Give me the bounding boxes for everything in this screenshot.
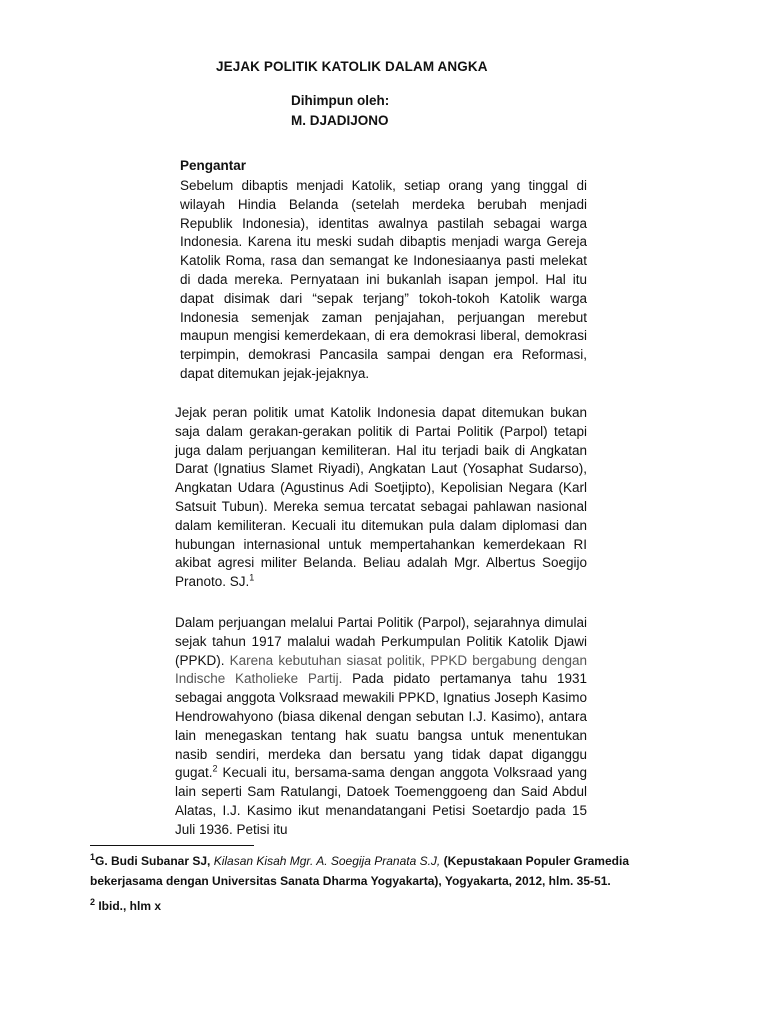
document-title: JEJAK POLITIK KATOLIK DALAM ANGKA <box>216 59 488 74</box>
footnote-ref-1[interactable]: 1 <box>249 572 255 583</box>
footnote-1-title: Kilasan Kisah Mgr. A. Soegija Pranata S.J, <box>213 854 441 868</box>
body-paragraph-3-text-d: Kecuali itu, bersama-sama dengan anggota Volksraad yang lain seperti Sam Ratulangi, Datoek Toemenggoeng dan Said Abdul Alatas, I.J. Kasimo ikut menandatangani Petisi Soetardjo pada 15 Juli 1936. Petisi itu <box>175 765 587 837</box>
author-name: M. DJADIJONO <box>291 113 389 128</box>
footnote-1 <box>90 851 650 891</box>
footnote-separator <box>90 845 254 846</box>
body-paragraph-3 <box>175 614 587 840</box>
compiled-by-label: Dihimpun oleh: <box>291 93 390 108</box>
footnote-2 <box>90 896 650 916</box>
compiler-block <box>291 91 389 131</box>
body-paragraph-3-text-b: Karena kebutuhan siasat politik, PPKD bergabung dengan Indische Katholieke Partij. <box>175 652 587 687</box>
footnote-2-text: Ibid., hlm x <box>95 899 162 913</box>
body-paragraph-3-text-c: Pada pidato pertamanya tahu 1931 sebagai anggota Volksraad mewakili PPKD, Ignatius Joseph Kasimo Hendrowahyono (biasa dikenal dengan sebutan I.J. Kasimo), antara lain menegaskan tentang hak suatu bangsa untuk menentukan nasib sendiri, merdeka dan bersatu yang tidak dapat diganggu gugat. <box>175 671 587 781</box>
footnote-ref-2[interactable]: 2 <box>212 763 218 774</box>
footnote-1-publication: (Kepustakaan Populer Gramedia bekerjasama dengan Universitas Sanata Dharma Yogyakarta), Yogyakarta, 2012, hlm. 35-51. <box>90 854 629 888</box>
footnote-1-author: G. Budi Subanar SJ, <box>95 854 214 868</box>
body-paragraph-2 <box>175 404 587 592</box>
intro-paragraph: Sebelum dibaptis menjadi Katolik, setiap orang yang tinggal di wilayah Hindia Belanda (setelah merdeka berubah menjadi Republik Indonesia), identitas awalnya pastilah sebagai warga Indonesia. Karena itu meski sudah dibaptis menjadi warga Gereja Katolik Roma, rasa dan semangat ke Indonesiaanya pasti melekat di dada mereka. Pernyataan ini bukanlah isapan jempol. Hal itu dapat disimak dari “sepak terjang” tokoh-tokoh Katolik warga Indonesia semenjak zaman penjajahan, perjuangan merebut maupun mengisi kemerdekaan, di era demokrasi liberal, demokrasi terpimpin, demokrasi Pancasila sampai dengan era Reformasi, dapat ditemukan jejak-jejaknya. <box>180 178 587 381</box>
section-heading-pengantar: Pengantar <box>180 158 247 173</box>
footnote-2-number: 2 <box>90 897 96 907</box>
body-paragraph-2-text: Jejak peran politik umat Katolik Indonesia dapat ditemukan bukan saja dalam gerakan-gerakan politik di Partai Politik (Parpol) tetapi juga dalam perjuangan kemiliteran. Hal itu terjadi baik di Angkatan Darat (Ignatius Slamet Riyadi), Angkatan Laut (Yosaphat Sudarso), Angkatan Udara (Agustinus Adi Soetjipto), Kepolisian Negara (Karl Satsuit Tubun). Mereka semua tercatat sebagai pahlawan nasional dalam kemiliteran. Kecuali itu ditemukan pula dalam diplomasi dan hubungan internasional untuk mempertahankan kemerdekaan RI akibat agresi militer Belanda. Beliau adalah Mgr. Albertus Soegijo Pranoto. SJ. <box>175 405 587 590</box>
footnote-1-number: 1 <box>90 852 96 862</box>
body-paragraph-3-text-a: Dalam perjuangan melalui Partai Politik (Parpol), sejarahnya dimulai sejak tahun 1917 malalui wadah Perkumpulan Politik Katolik Djawi (PPKD). <box>175 615 587 668</box>
